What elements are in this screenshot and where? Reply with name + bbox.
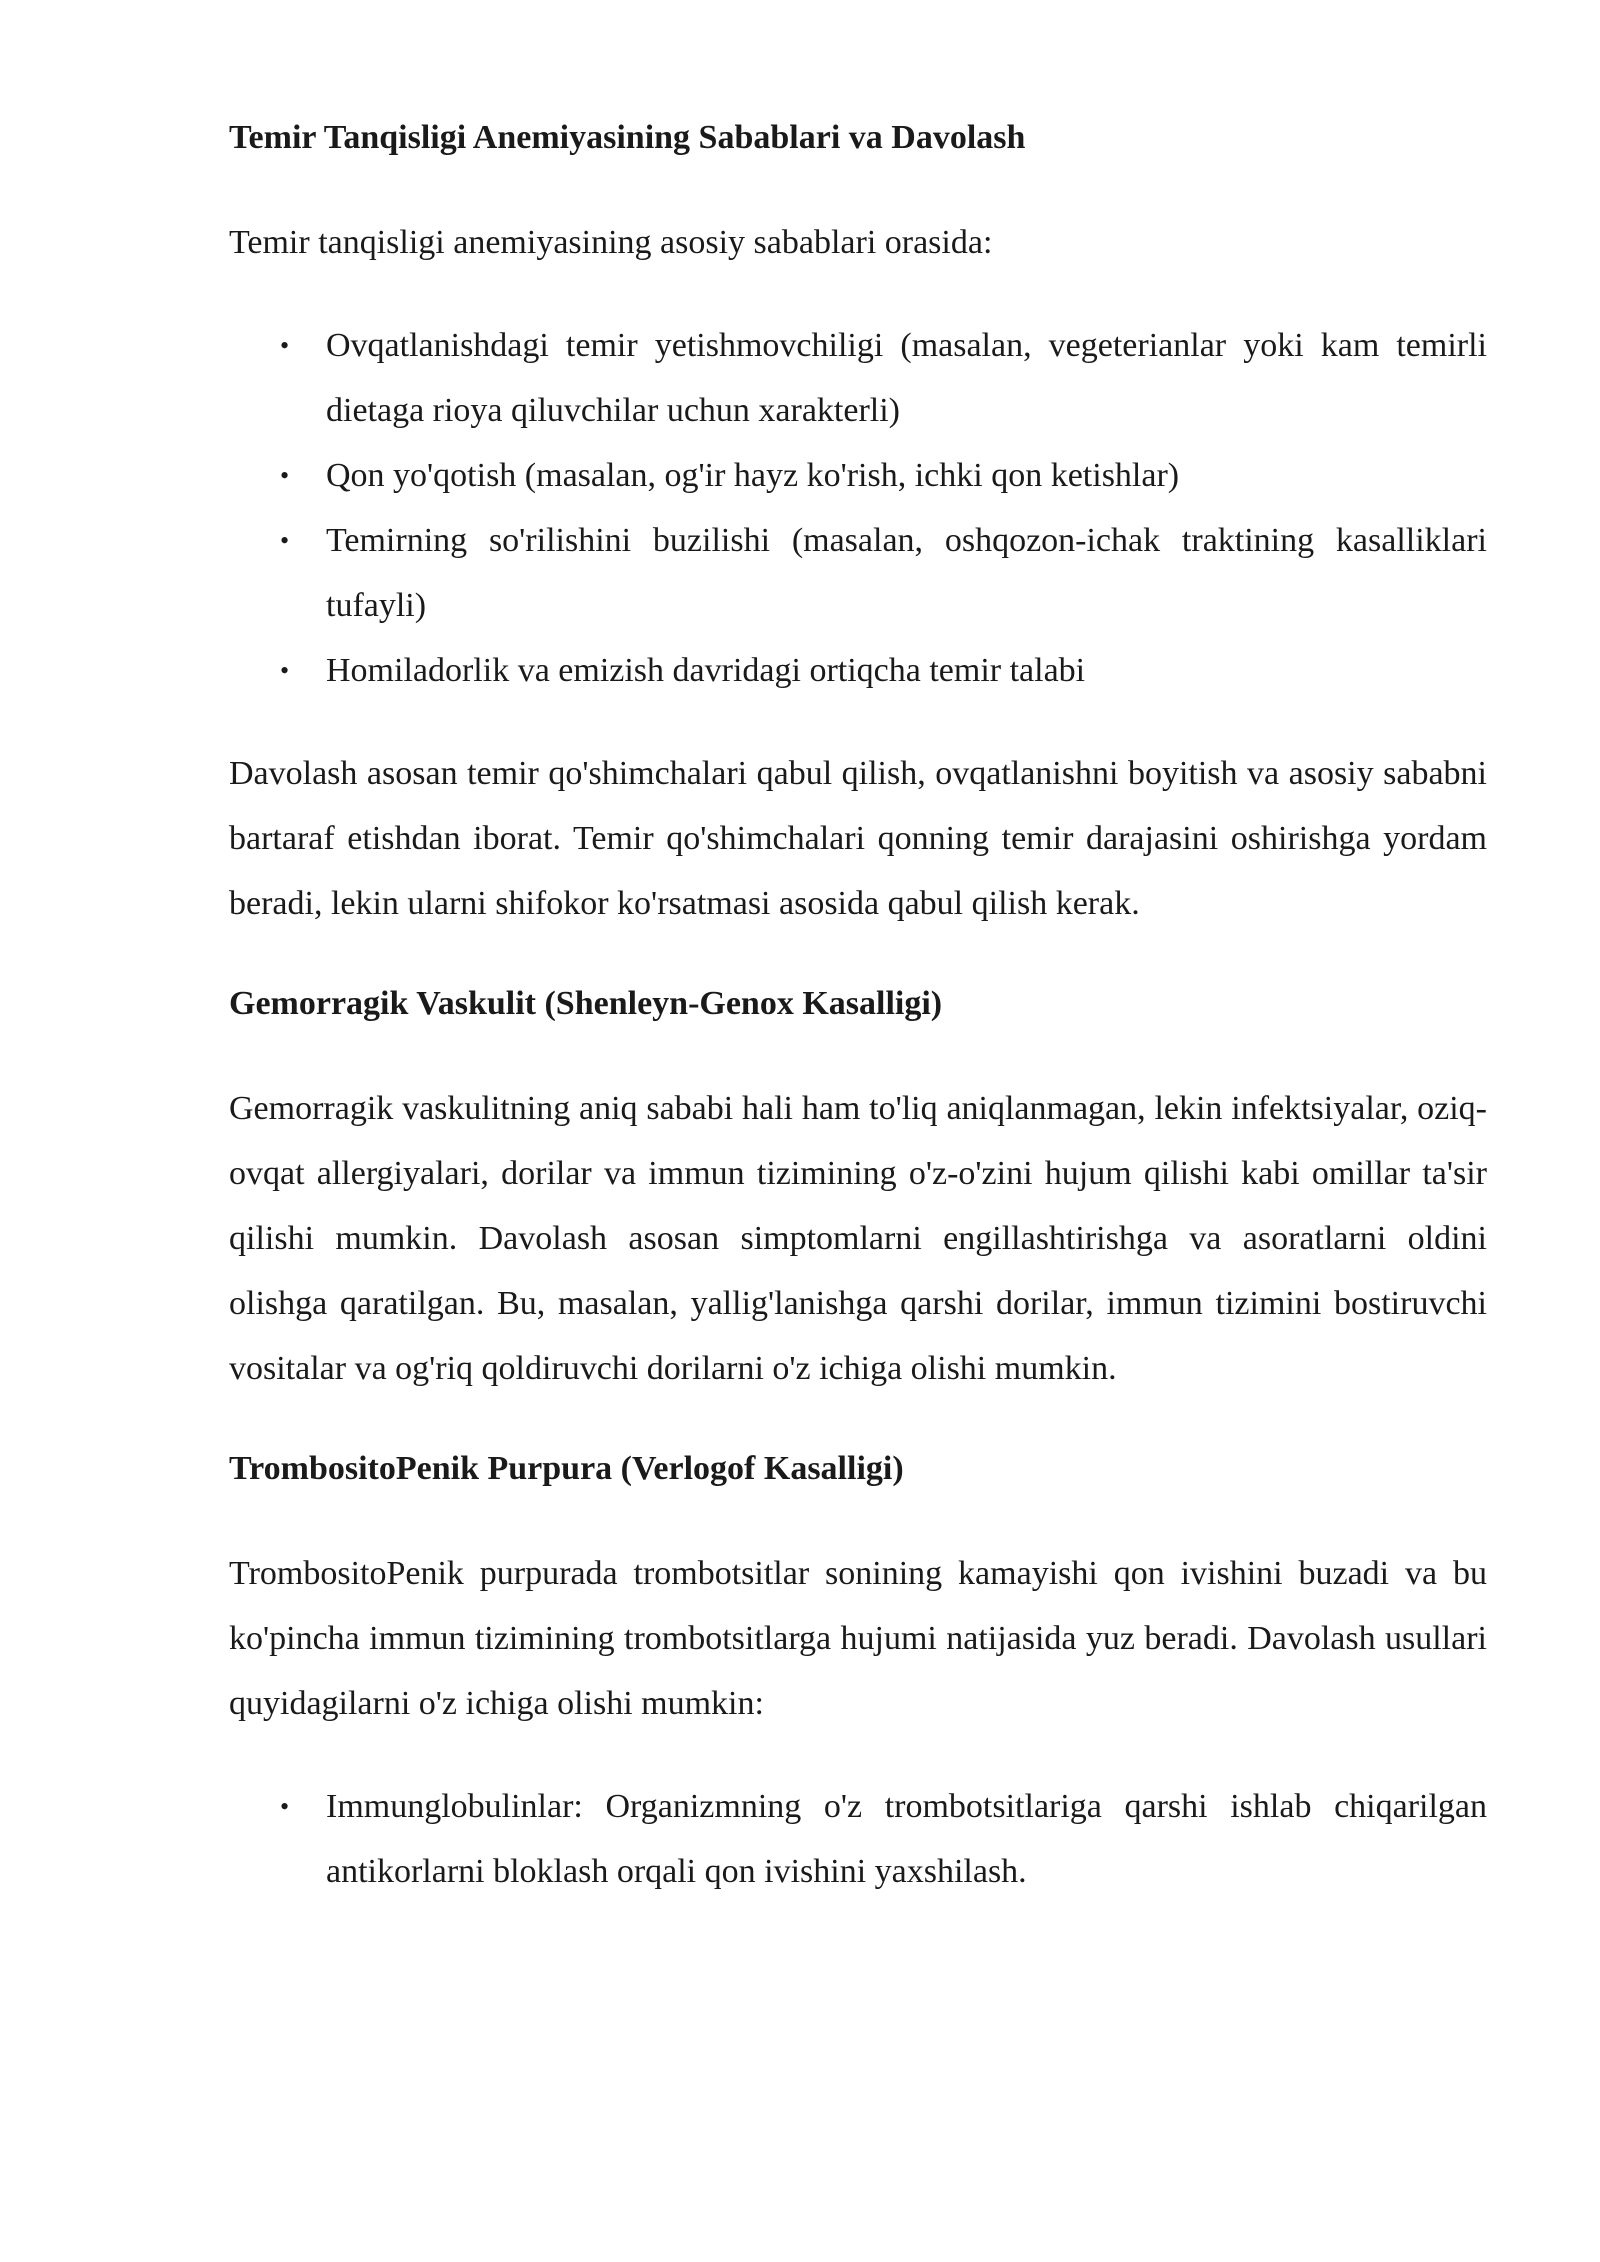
- bullet-list: [229, 1774, 1487, 1904]
- list-item-text: Temirning so'rilishini buzilishi (masalan, oshqozon-ichak traktining kasalliklari tufayli): [326, 522, 1487, 624]
- list-item: [229, 1774, 1487, 1904]
- paragraph: Gemorragik vaskulitning aniq sababi hali ham to'liq aniqlanmagan, lekin infektsiyalar, oziq-ovqat allergiyalari, dorilar va immun tizimining o'z-o'zini hujum qilishi kabi omillar ta'sir qilishi mumkin. Davolash asosan simptomlarni engillashtirishga va asoratlarni oldini olishga qaratilgan. Bu, masalan, yallig'lanishga qarshi dorilar, immun tizimini bostiruvchi vositalar va og'riq qoldiruvchi dorilarni o'z ichiga olishi mumkin.: [229, 1090, 1487, 1387]
- list-item-text: Ovqatlanishdagi temir yetishmovchiligi (masalan, vegeterianlar yoki kam temirli dietaga rioya qiluvchilar uchun xarakterli): [326, 327, 1487, 429]
- paragraph: TrombositoPenik purpurada trombotsitlar sonining kamayishi qon ivishini buzadi va bu ko'pincha immun tizimining trombotsitlarga hujumi natijasida yuz beradi. Davolash usullari quyidagilarni o'z ichiga olishi mumkin:: [229, 1555, 1487, 1722]
- bullet-icon: •: [280, 331, 290, 360]
- bullet-list: [229, 313, 1487, 703]
- section-title: Temir Tanqisligi Anemiyasining Sabablari va Davolash: [229, 119, 1026, 156]
- document-page: [229, 108, 1487, 1904]
- list-item: [229, 313, 1487, 443]
- section-title: Gemorragik Vaskulit (Shenleyn-Genox Kasalligi): [229, 985, 943, 1022]
- bullet-icon: •: [280, 656, 290, 685]
- list-item: [229, 508, 1487, 638]
- bullet-icon: •: [280, 1792, 290, 1821]
- bullet-icon: •: [280, 461, 290, 490]
- list-item-text: Immunglobulinlar: Organizmning o'z trombotsitlariga qarshi ishlab chiqarilgan antikorlarni bloklash orqali qon ivishini yaxshilash.: [326, 1788, 1487, 1890]
- paragraph: Davolash asosan temir qo'shimchalari qabul qilish, ovqatlanishni boyitish va asosiy sababni bartaraf etishdan iborat. Temir qo'shimchalari qonning temir darajasini oshirishga yordam beradi, lekin ularni shifokor ko'rsatmasi asosida qabul qilish kerak.: [229, 755, 1487, 922]
- bullet-icon: •: [280, 526, 290, 555]
- section-title: TrombositoPenik Purpura (Verlogof Kasalligi): [229, 1450, 904, 1487]
- paragraph: Temir tanqisligi anemiyasining asosiy sabablari orasida:: [229, 224, 993, 261]
- list-item: [229, 638, 1487, 703]
- list-item-text: Homiladorlik va emizish davridagi ortiqcha temir talabi: [326, 652, 1086, 689]
- list-item-text: Qon yo'qotish (masalan, og'ir hayz ko'rish, ichki qon ketishlar): [326, 457, 1180, 494]
- list-item: [229, 443, 1487, 508]
